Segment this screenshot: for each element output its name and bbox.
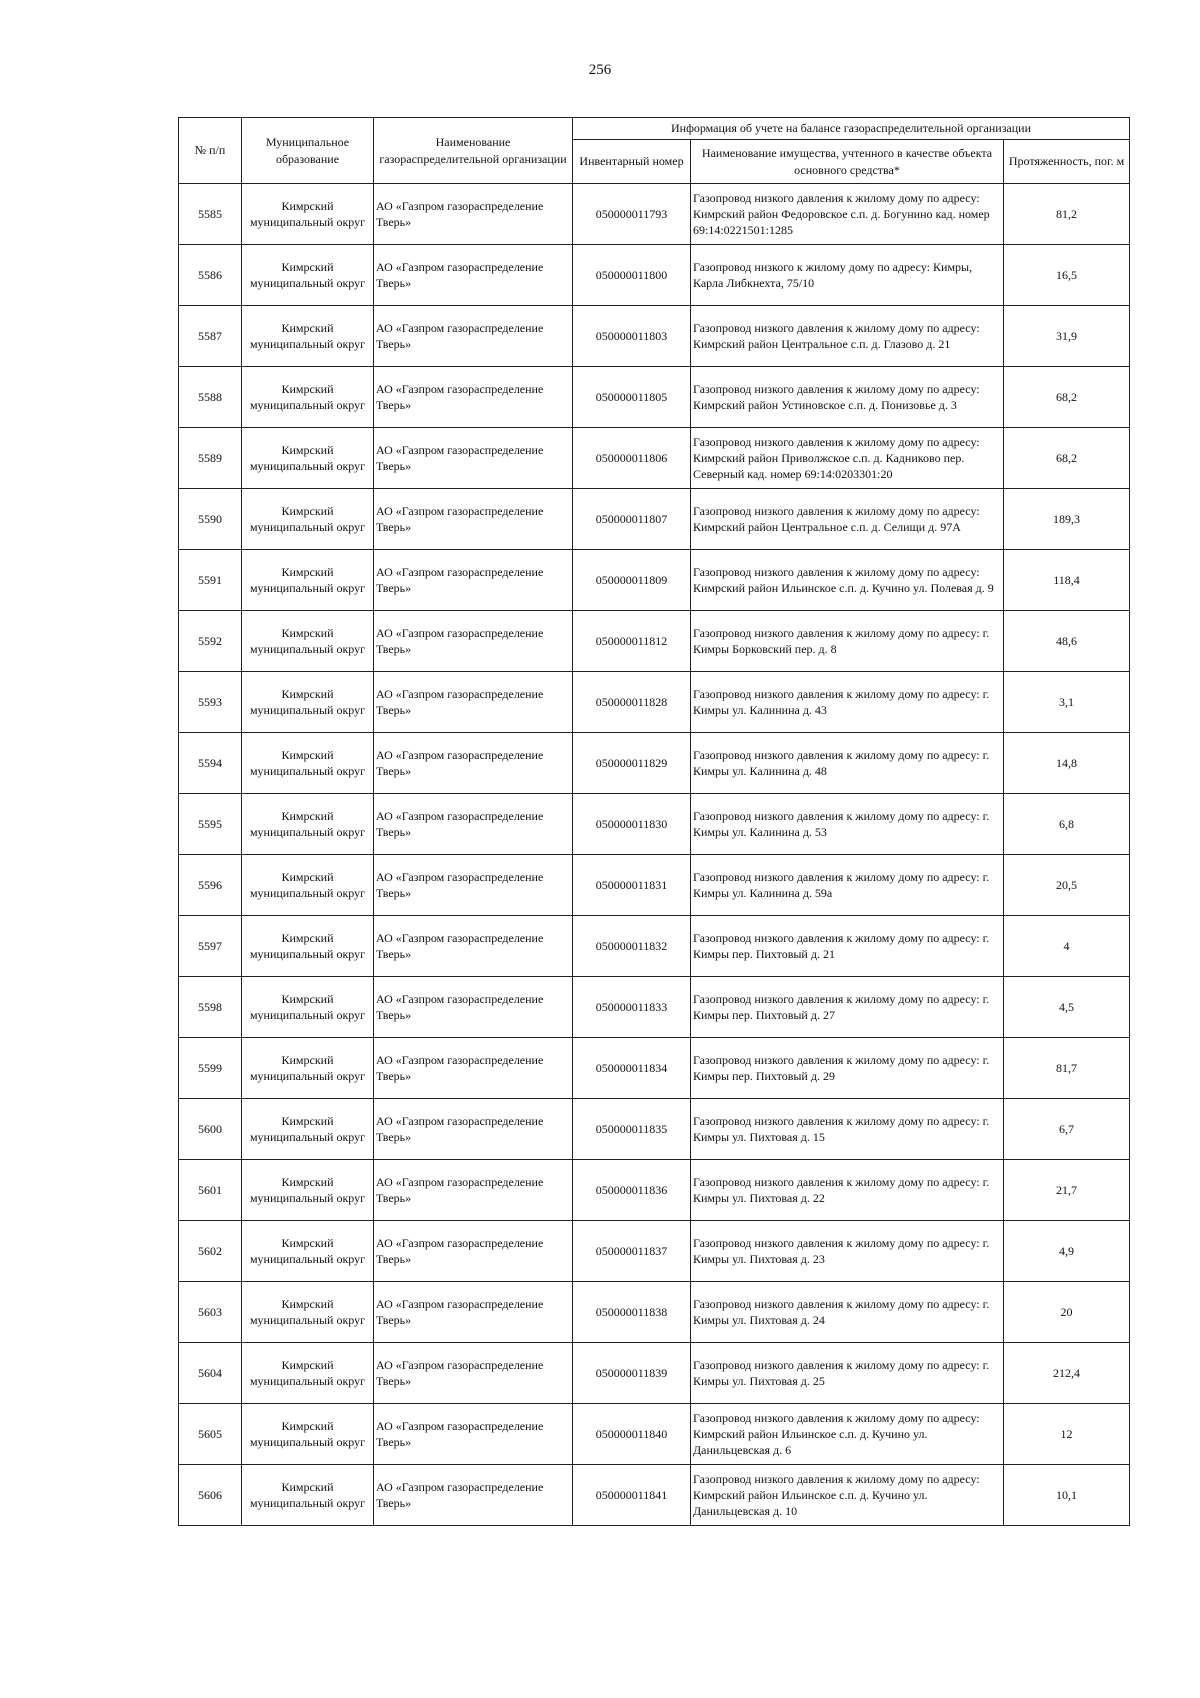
- cell-length: 48,6: [1004, 611, 1130, 672]
- table-row: [179, 1099, 1130, 1160]
- cell-length: 4,9: [1004, 1221, 1130, 1282]
- cell-length: 68,2: [1004, 367, 1130, 428]
- cell-organization: АО «Газпром газораспределение Тверь»: [374, 794, 573, 855]
- table-row: [179, 672, 1130, 733]
- cell-length: 118,4: [1004, 550, 1130, 611]
- cell-length: 4: [1004, 916, 1130, 977]
- cell-inventory-number: 050000011835: [573, 1099, 691, 1160]
- cell-organization: АО «Газпром газораспределение Тверь»: [374, 977, 573, 1038]
- cell-municipality: Кимрский муниципальный округ: [242, 733, 374, 794]
- header-municipality: Муниципальное образование: [242, 118, 374, 184]
- table-row: [179, 367, 1130, 428]
- table-row: [179, 916, 1130, 977]
- page-number: 256: [588, 62, 612, 78]
- cell-inventory-number: 050000011828: [573, 672, 691, 733]
- table-row: [179, 489, 1130, 550]
- cell-municipality: Кимрский муниципальный округ: [242, 184, 374, 245]
- cell-municipality: Кимрский муниципальный округ: [242, 611, 374, 672]
- cell-property-name: Газопровод низкого давления к жилому дому по адресу: г. Кимры ул. Пихтовая д. 15: [691, 1099, 1004, 1160]
- cell-inventory-number: 050000011807: [573, 489, 691, 550]
- cell-number: 5598: [179, 977, 242, 1038]
- table-row: [179, 977, 1130, 1038]
- cell-municipality: Кимрский муниципальный округ: [242, 794, 374, 855]
- table-row: [179, 1160, 1130, 1221]
- cell-number: 5588: [179, 367, 242, 428]
- cell-inventory-number: 050000011809: [573, 550, 691, 611]
- cell-number: 5587: [179, 306, 242, 367]
- cell-inventory-number: 050000011840: [573, 1404, 691, 1465]
- cell-length: 21,7: [1004, 1160, 1130, 1221]
- cell-organization: АО «Газпром газораспределение Тверь»: [374, 1038, 573, 1099]
- cell-inventory-number: 050000011836: [573, 1160, 691, 1221]
- cell-property-name: Газопровод низкого к жилому дому по адресу: Кимры, Карла Либкнехта, 75/10: [691, 245, 1004, 306]
- cell-property-name: Газопровод низкого давления к жилому дому по адресу: г. Кимры ул. Пихтовая д. 24: [691, 1282, 1004, 1343]
- cell-length: 20: [1004, 1282, 1130, 1343]
- cell-property-name: Газопровод низкого давления к жилому дому по адресу: Кимрский район Центральное с.п. д. Селищи д. 97А: [691, 489, 1004, 550]
- cell-number: 5585: [179, 184, 242, 245]
- cell-inventory-number: 050000011831: [573, 855, 691, 916]
- table-row: [179, 1221, 1130, 1282]
- table-body: [179, 184, 1130, 1526]
- cell-number: 5591: [179, 550, 242, 611]
- cell-property-name: Газопровод низкого давления к жилому дому по адресу: г. Кимры ул. Калинина д. 59а: [691, 855, 1004, 916]
- cell-length: 12: [1004, 1404, 1130, 1465]
- cell-number: 5605: [179, 1404, 242, 1465]
- cell-organization: АО «Газпром газораспределение Тверь»: [374, 672, 573, 733]
- cell-length: 189,3: [1004, 489, 1130, 550]
- cell-organization: АО «Газпром газораспределение Тверь»: [374, 428, 573, 489]
- cell-municipality: Кимрский муниципальный округ: [242, 489, 374, 550]
- table-row: [179, 428, 1130, 489]
- cell-number: 5593: [179, 672, 242, 733]
- cell-inventory-number: 050000011812: [573, 611, 691, 672]
- cell-property-name: Газопровод низкого давления к жилому дому по адресу: г. Кимры пер. Пихтовый д. 21: [691, 916, 1004, 977]
- cell-number: 5590: [179, 489, 242, 550]
- cell-organization: АО «Газпром газораспределение Тверь»: [374, 367, 573, 428]
- cell-organization: АО «Газпром газораспределение Тверь»: [374, 245, 573, 306]
- cell-inventory-number: 050000011806: [573, 428, 691, 489]
- cell-number: 5596: [179, 855, 242, 916]
- cell-municipality: Кимрский муниципальный округ: [242, 428, 374, 489]
- cell-length: 4,5: [1004, 977, 1130, 1038]
- cell-inventory-number: 050000011803: [573, 306, 691, 367]
- header-organization: Наименование газораспределительной организации: [374, 118, 573, 184]
- cell-number: 5589: [179, 428, 242, 489]
- table-row: [179, 184, 1130, 245]
- table-row: [179, 1465, 1130, 1526]
- cell-length: 31,9: [1004, 306, 1130, 367]
- cell-organization: АО «Газпром газораспределение Тверь»: [374, 184, 573, 245]
- cell-property-name: Газопровод низкого давления к жилому дому по адресу: г. Кимры ул. Пихтовая д. 25: [691, 1343, 1004, 1404]
- cell-length: 3,1: [1004, 672, 1130, 733]
- table-row: [179, 855, 1130, 916]
- cell-property-name: Газопровод низкого давления к жилому дому по адресу: Кимрский район Ильинское с.п. д. Кучино ул. Полевая д. 9: [691, 550, 1004, 611]
- cell-municipality: Кимрский муниципальный округ: [242, 855, 374, 916]
- table-row: [179, 245, 1130, 306]
- cell-municipality: Кимрский муниципальный округ: [242, 1343, 374, 1404]
- cell-municipality: Кимрский муниципальный округ: [242, 367, 374, 428]
- cell-municipality: Кимрский муниципальный округ: [242, 1038, 374, 1099]
- cell-length: 68,2: [1004, 428, 1130, 489]
- cell-property-name: Газопровод низкого давления к жилому дому по адресу: г. Кимры ул. Пихтовая д. 23: [691, 1221, 1004, 1282]
- cell-municipality: Кимрский муниципальный округ: [242, 672, 374, 733]
- table-row: [179, 733, 1130, 794]
- cell-length: 81,7: [1004, 1038, 1130, 1099]
- cell-organization: АО «Газпром газораспределение Тверь»: [374, 489, 573, 550]
- cell-property-name: Газопровод низкого давления к жилому дому по адресу: г. Кимры пер. Пихтовый д. 29: [691, 1038, 1004, 1099]
- cell-organization: АО «Газпром газораспределение Тверь»: [374, 1282, 573, 1343]
- cell-length: 10,1: [1004, 1465, 1130, 1526]
- header-inventory: Инвентарный номер: [573, 140, 691, 184]
- cell-organization: АО «Газпром газораспределение Тверь»: [374, 855, 573, 916]
- table-row: [179, 550, 1130, 611]
- table-row: [179, 306, 1130, 367]
- cell-length: 14,8: [1004, 733, 1130, 794]
- cell-length: 6,7: [1004, 1099, 1130, 1160]
- cell-property-name: Газопровод низкого давления к жилому дому по адресу: Кимрский район Приволжское с.п. д. Кадниково пер. Северный кад. номер 69:14:0203301:20: [691, 428, 1004, 489]
- cell-inventory-number: 050000011839: [573, 1343, 691, 1404]
- table-row: [179, 1282, 1130, 1343]
- cell-inventory-number: 050000011837: [573, 1221, 691, 1282]
- cell-organization: АО «Газпром газораспределение Тверь»: [374, 1221, 573, 1282]
- cell-property-name: Газопровод низкого давления к жилому дому по адресу: г. Кимры ул. Калинина д. 53: [691, 794, 1004, 855]
- cell-number: 5595: [179, 794, 242, 855]
- cell-inventory-number: 050000011800: [573, 245, 691, 306]
- cell-inventory-number: 050000011833: [573, 977, 691, 1038]
- header-num: № п/п: [179, 118, 242, 184]
- cell-organization: АО «Газпром газораспределение Тверь»: [374, 916, 573, 977]
- cell-municipality: Кимрский муниципальный округ: [242, 916, 374, 977]
- cell-number: 5586: [179, 245, 242, 306]
- cell-organization: АО «Газпром газораспределение Тверь»: [374, 550, 573, 611]
- cell-number: 5592: [179, 611, 242, 672]
- cell-length: 20,5: [1004, 855, 1130, 916]
- table-row: [179, 1404, 1130, 1465]
- cell-length: 16,5: [1004, 245, 1130, 306]
- cell-inventory-number: 050000011805: [573, 367, 691, 428]
- table-row: [179, 1038, 1130, 1099]
- cell-number: 5599: [179, 1038, 242, 1099]
- cell-property-name: Газопровод низкого давления к жилому дому по адресу: г. Кимры ул. Пихтовая д. 22: [691, 1160, 1004, 1221]
- cell-organization: АО «Газпром газораспределение Тверь»: [374, 1343, 573, 1404]
- cell-inventory-number: 050000011832: [573, 916, 691, 977]
- header-property: Наименование имущества, учтенного в качестве объекта основного средства*: [691, 140, 1004, 184]
- cell-property-name: Газопровод низкого давления к жилому дому по адресу: г. Кимры пер. Пихтовый д. 27: [691, 977, 1004, 1038]
- cell-inventory-number: 050000011793: [573, 184, 691, 245]
- cell-municipality: Кимрский муниципальный округ: [242, 1465, 374, 1526]
- cell-organization: АО «Газпром газораспределение Тверь»: [374, 1160, 573, 1221]
- cell-organization: АО «Газпром газораспределение Тверь»: [374, 1465, 573, 1526]
- cell-property-name: Газопровод низкого давления к жилому дому по адресу: Кимрский район Устиновское с.п. д. Понизовье д. 3: [691, 367, 1004, 428]
- table-row: [179, 1343, 1130, 1404]
- registry-table: [178, 117, 1130, 1526]
- cell-number: 5600: [179, 1099, 242, 1160]
- cell-municipality: Кимрский муниципальный округ: [242, 245, 374, 306]
- cell-number: 5604: [179, 1343, 242, 1404]
- cell-property-name: Газопровод низкого давления к жилому дому по адресу: Кимрский район Федоровское с.п. д. Богунино кад. номер 69:14:0221501:1285: [691, 184, 1004, 245]
- cell-municipality: Кимрский муниципальный округ: [242, 977, 374, 1038]
- cell-municipality: Кимрский муниципальный округ: [242, 306, 374, 367]
- header-balance-group: Информация об учете на балансе газораспределительной организации: [573, 118, 1130, 140]
- cell-property-name: Газопровод низкого давления к жилому дому по адресу: Кимрский район Центральное с.п. д. Глазово д. 21: [691, 306, 1004, 367]
- cell-property-name: Газопровод низкого давления к жилому дому по адресу: г. Кимры ул. Калинина д. 43: [691, 672, 1004, 733]
- cell-property-name: Газопровод низкого давления к жилому дому по адресу: Кимрский район Ильинское с.п. д. Кучино ул. Данильцевская д. 6: [691, 1404, 1004, 1465]
- table-row: [179, 611, 1130, 672]
- header-length: Протяженность, пог. м: [1004, 140, 1130, 184]
- cell-length: 6,8: [1004, 794, 1130, 855]
- cell-municipality: Кимрский муниципальный округ: [242, 550, 374, 611]
- cell-property-name: Газопровод низкого давления к жилому дому по адресу: г. Кимры ул. Калинина д. 48: [691, 733, 1004, 794]
- cell-number: 5606: [179, 1465, 242, 1526]
- cell-inventory-number: 050000011841: [573, 1465, 691, 1526]
- cell-municipality: Кимрский муниципальный округ: [242, 1404, 374, 1465]
- cell-number: 5601: [179, 1160, 242, 1221]
- table-row: [179, 794, 1130, 855]
- cell-property-name: Газопровод низкого давления к жилому дому по адресу: Кимрский район Ильинское с.п. д. Кучино ул. Данильцевская д. 10: [691, 1465, 1004, 1526]
- table-header: [179, 118, 1130, 184]
- cell-inventory-number: 050000011834: [573, 1038, 691, 1099]
- cell-municipality: Кимрский муниципальный округ: [242, 1160, 374, 1221]
- cell-organization: АО «Газпром газораспределение Тверь»: [374, 1099, 573, 1160]
- cell-inventory-number: 050000011829: [573, 733, 691, 794]
- cell-property-name: Газопровод низкого давления к жилому дому по адресу: г. Кимры Борковский пер. д. 8: [691, 611, 1004, 672]
- cell-number: 5602: [179, 1221, 242, 1282]
- cell-municipality: Кимрский муниципальный округ: [242, 1221, 374, 1282]
- cell-municipality: Кимрский муниципальный округ: [242, 1099, 374, 1160]
- cell-inventory-number: 050000011838: [573, 1282, 691, 1343]
- cell-organization: АО «Газпром газораспределение Тверь»: [374, 611, 573, 672]
- cell-number: 5603: [179, 1282, 242, 1343]
- cell-number: 5594: [179, 733, 242, 794]
- cell-organization: АО «Газпром газораспределение Тверь»: [374, 306, 573, 367]
- cell-length: 81,2: [1004, 184, 1130, 245]
- cell-organization: АО «Газпром газораспределение Тверь»: [374, 733, 573, 794]
- cell-municipality: Кимрский муниципальный округ: [242, 1282, 374, 1343]
- cell-number: 5597: [179, 916, 242, 977]
- cell-inventory-number: 050000011830: [573, 794, 691, 855]
- cell-organization: АО «Газпром газораспределение Тверь»: [374, 1404, 573, 1465]
- cell-length: 212,4: [1004, 1343, 1130, 1404]
